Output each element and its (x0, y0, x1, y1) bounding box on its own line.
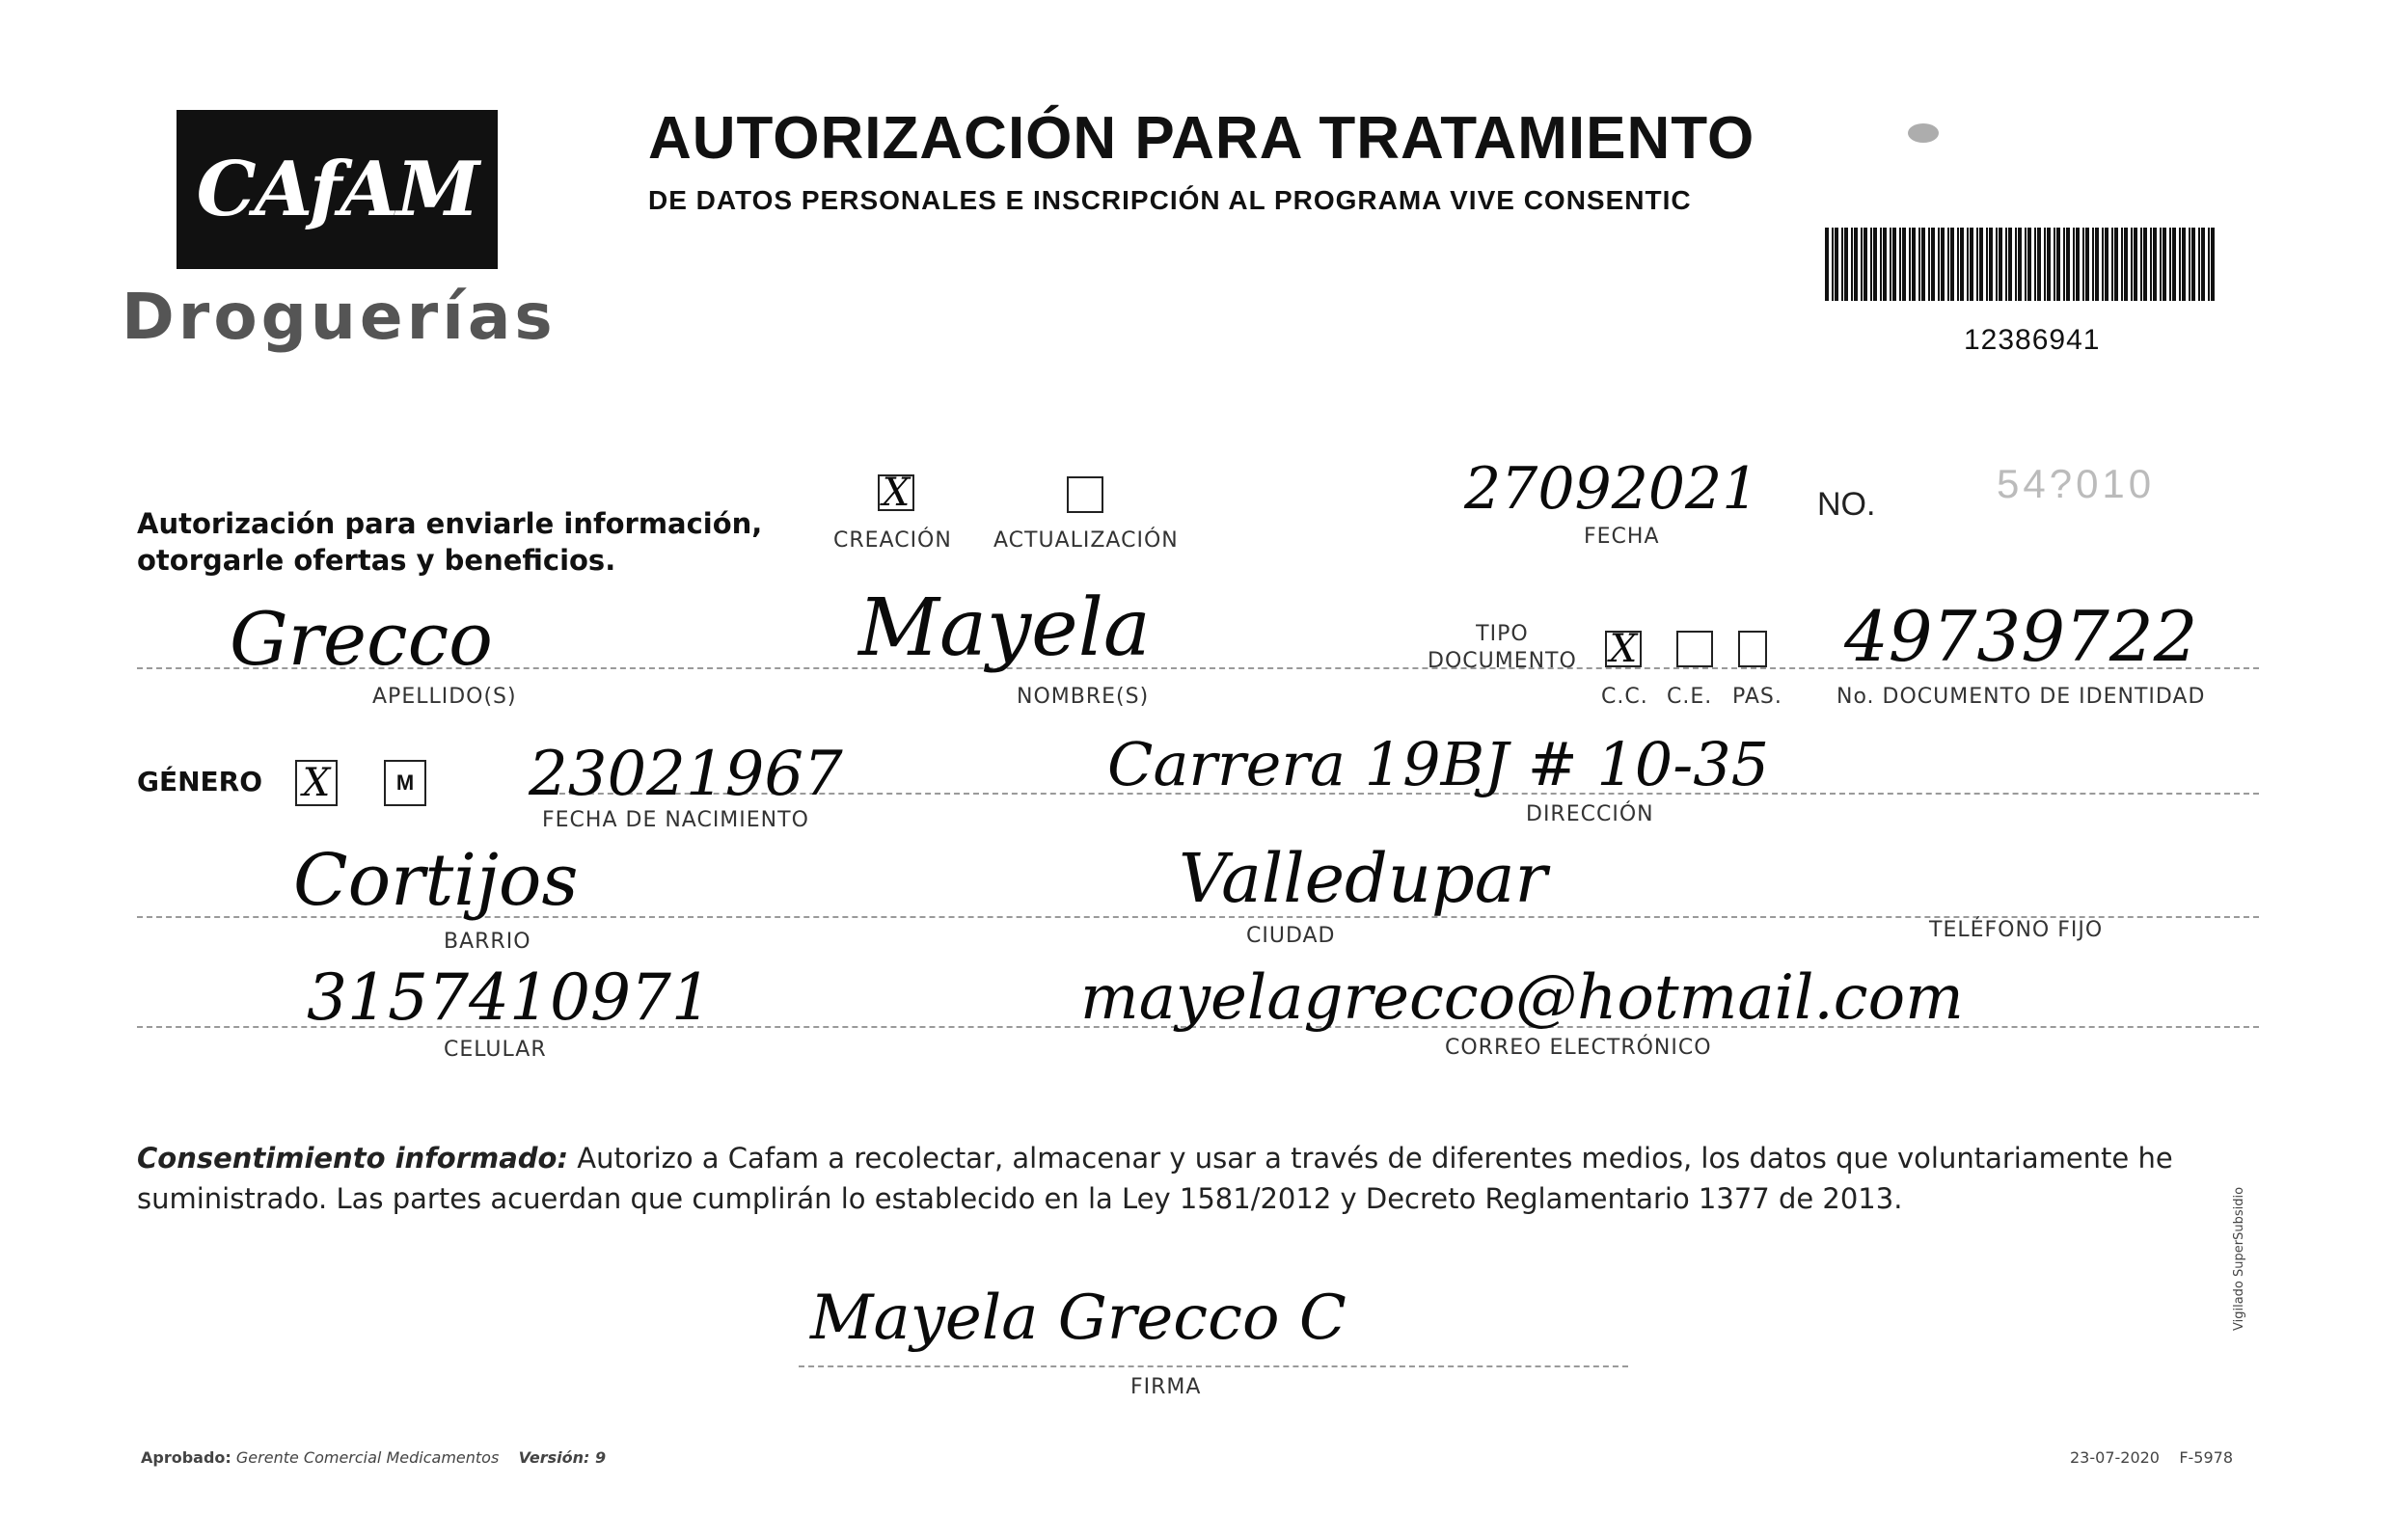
barcode-bar (2189, 228, 2190, 301)
actualizacion-checkbox[interactable] (1067, 476, 1103, 513)
barcode-bar (2211, 228, 2215, 301)
fecha-value[interactable]: 27092021 (1464, 455, 1759, 523)
cafam-logo: CAfAM (177, 110, 498, 269)
footer-right (2070, 1448, 2233, 1467)
logo-subtitle: Droguerías (122, 280, 557, 354)
barcode-number: 12386941 (1964, 324, 2101, 356)
barcode-bar (1979, 228, 1983, 301)
barcode-bar (2191, 228, 2195, 301)
barcode-bar (1864, 228, 1867, 301)
footer-left (141, 1448, 606, 1467)
tipo-label (1428, 621, 1577, 675)
barcode-bar (1918, 228, 1920, 301)
barcode-bar (1851, 228, 1853, 301)
pas-checkbox[interactable] (1738, 631, 1767, 667)
genero-f-checkbox[interactable] (295, 760, 338, 806)
barcode-bar (2015, 228, 2017, 301)
barcode-bar (2208, 228, 2210, 301)
actualizacion-label: ACTUALIZACIÓN (993, 528, 1179, 553)
auth-text (137, 505, 762, 579)
direccion-value[interactable]: Carrera 19BJ # 10-35 (1107, 729, 1770, 799)
barcode-bar (1941, 228, 1945, 301)
cc-checkbox[interactable] (1605, 627, 1642, 671)
barrio-value[interactable]: Cortijos (293, 839, 579, 922)
correo-label: CORREO ELECTRÓNICO (1445, 1036, 1712, 1060)
barcode-bar (1880, 228, 1882, 301)
barcode-bar (2169, 228, 2171, 301)
barcode-bar (2025, 228, 2027, 301)
ce-checkbox[interactable] (1676, 631, 1713, 667)
barcode-bar (2201, 228, 2205, 301)
barcode-bar (1844, 228, 1848, 301)
documento-value[interactable]: 49739722 (1844, 596, 2198, 677)
barcode-bar (1999, 228, 2002, 301)
signature-line (799, 1365, 1628, 1367)
nacimiento-label: FECHA DE NACIMIENTO (542, 808, 809, 832)
barcode-bar (1835, 228, 1838, 301)
genero-m-label: M (395, 770, 415, 795)
direccion-label: DIRECCIÓN (1526, 802, 1654, 826)
barcode-bar (1947, 228, 1949, 301)
barcode-bar (1986, 228, 1988, 301)
consent-text: Autorizo a Cafam a recolectar, almacenar y usar a través de diferentes medios, los datos que voluntariamente he suministrado. Las partes acuerdan que cumplirán lo establecido en la Ley 1581/2012 y Decreto Reglamentario 1377 de 2013. (137, 1142, 2173, 1215)
barcode-bar (2163, 228, 2166, 301)
document-title: AUTORIZACIÓN PARA TRATAMIENTO (648, 105, 1755, 172)
barcode-bar (2054, 228, 2055, 301)
barcode-bar (1950, 228, 1954, 301)
barcode-bar (1989, 228, 1993, 301)
barcode-bar (2179, 228, 2181, 301)
barcode-bar (1909, 228, 1911, 301)
barcode-bar (2034, 228, 2036, 301)
auth-text-line-2: otorgarle ofertas y beneficios. (137, 544, 616, 577)
barcode-bar (2150, 228, 2152, 301)
barcode-bar (2182, 228, 2186, 301)
barcode-bar (2063, 228, 2065, 301)
barcode-bar (2092, 228, 2094, 301)
barcode-bar (2047, 228, 2051, 301)
barcode-bar (1870, 228, 1872, 301)
side-vigilado: Vigilado SuperSubsidio (2232, 1186, 2246, 1331)
signature-value[interactable]: Mayela Grecco C (810, 1283, 1347, 1354)
barcode-bar (2198, 228, 2200, 301)
consent-paragraph (137, 1138, 2259, 1219)
footer-code: F-5978 (2179, 1448, 2234, 1467)
barcode-bar (1957, 228, 1959, 301)
barcode-bar (1938, 228, 1940, 301)
barrio-label: BARRIO (444, 930, 531, 954)
aprobado-label: Aprobado: (141, 1448, 231, 1467)
no-value: 54?010 (1997, 461, 2156, 506)
barcode-bar (2085, 228, 2089, 301)
barcode-bar (2037, 228, 2041, 301)
signature-label: FIRMA (1130, 1375, 1202, 1399)
genero-m-checkbox[interactable] (384, 760, 426, 806)
barcode-bar (1892, 228, 1896, 301)
barcode-bar (1873, 228, 1877, 301)
nacimiento-value[interactable]: 23021967 (529, 739, 843, 810)
aprobado-value: Gerente Comercial Medicamentos (235, 1448, 500, 1467)
barcode-bar (2102, 228, 2104, 301)
barcode-bar (2134, 228, 2137, 301)
barcode-bar (1928, 228, 1930, 301)
tipo-label-line-1: TIPO (1476, 622, 1529, 646)
barcode-bar (1841, 228, 1843, 301)
cc-mark: X (1609, 627, 1638, 671)
barcode-bar (2018, 228, 2022, 301)
barcode-bar (1883, 228, 1887, 301)
barcode-bar (2056, 228, 2060, 301)
apellido-value[interactable]: Grecco (230, 596, 493, 682)
barcode-bar (2172, 228, 2176, 301)
barcode-bar (1967, 228, 1969, 301)
barcode-bar (1996, 228, 1998, 301)
barcode-bar (2131, 228, 2133, 301)
creacion-label: CREACIÓN (833, 528, 952, 553)
auth-text-line-1: Autorización para enviarle información, (137, 507, 763, 540)
barcode-bar (2008, 228, 2012, 301)
barcode-bar (2114, 228, 2118, 301)
barcode-bar (1921, 228, 1925, 301)
creacion-mark: X (882, 471, 911, 515)
nombre-label: NOMBRE(S) (1017, 685, 1150, 709)
barcode-bar (2082, 228, 2084, 301)
barcode-bar (1825, 228, 1829, 301)
footer-date: 23-07-2020 (2070, 1448, 2160, 1467)
barcode-bar (2073, 228, 2075, 301)
tipo-label-line-2: DOCUMENTO (1428, 649, 1577, 673)
ciudad-value[interactable]: Valledupar (1179, 839, 1547, 918)
nombre-value[interactable]: Mayela (858, 582, 1151, 674)
barcode-bar (2105, 228, 2108, 301)
correo-value[interactable]: mayelagrecco@hotmail.com (1080, 962, 1964, 1034)
fecha-label: FECHA (1584, 525, 1660, 549)
barcode-bar (2066, 228, 2070, 301)
barcode-bar (1832, 228, 1834, 301)
barcode-bar (2005, 228, 2007, 301)
barcode-bar (2160, 228, 2162, 301)
no-label: NO. (1817, 486, 1876, 523)
barcode-bar (2076, 228, 2080, 301)
barcode-bar (1861, 228, 1863, 301)
document-subtitle: DE DATOS PERSONALES E INSCRIPCIÓN AL PROGRAMA VIVE CONSENTIC (648, 185, 1692, 215)
barcode-bar (2111, 228, 2113, 301)
apellido-label: APELLIDO(S) (372, 685, 517, 709)
barcode-bar (2140, 228, 2142, 301)
barcode-bar (2143, 228, 2147, 301)
barcode (1825, 228, 2215, 301)
ce-label: C.E. (1667, 685, 1713, 709)
genero-label: GÉNERO (137, 766, 263, 797)
barcode-bar (1912, 228, 1916, 301)
barcode-bar (1902, 228, 1906, 301)
barcode-bar (2027, 228, 2031, 301)
creacion-checkbox[interactable] (878, 471, 914, 515)
barcode-bar (2095, 228, 2099, 301)
barcode-bar (1890, 228, 1891, 301)
ciudad-label: CIUDAD (1246, 924, 1336, 948)
consent-bold: Consentimiento informado: (137, 1142, 569, 1175)
celular-value[interactable]: 3157410971 (307, 960, 712, 1035)
version-label: Versión: 9 (518, 1448, 607, 1467)
barcode-bar (1899, 228, 1901, 301)
barcode-bar (1960, 228, 1964, 301)
barcode-bar (2044, 228, 2046, 301)
pas-label: PAS. (1732, 685, 1782, 709)
telefono-label: TELÉFONO FIJO (1929, 918, 2104, 942)
barcode-bar (1970, 228, 1973, 301)
barcode-bar (2121, 228, 2123, 301)
genero-f-mark: X (302, 761, 331, 805)
barcode-bar (1931, 228, 1935, 301)
cc-label: C.C. (1601, 685, 1648, 709)
documento-label: No. DOCUMENTO DE IDENTIDAD (1836, 685, 2206, 709)
barcode-bar (1854, 228, 1858, 301)
barcode-bar (2124, 228, 2128, 301)
barcode-bar (2153, 228, 2157, 301)
barcode-bar (1976, 228, 1978, 301)
stamp-mark (1908, 123, 1939, 143)
celular-label: CELULAR (444, 1038, 547, 1062)
